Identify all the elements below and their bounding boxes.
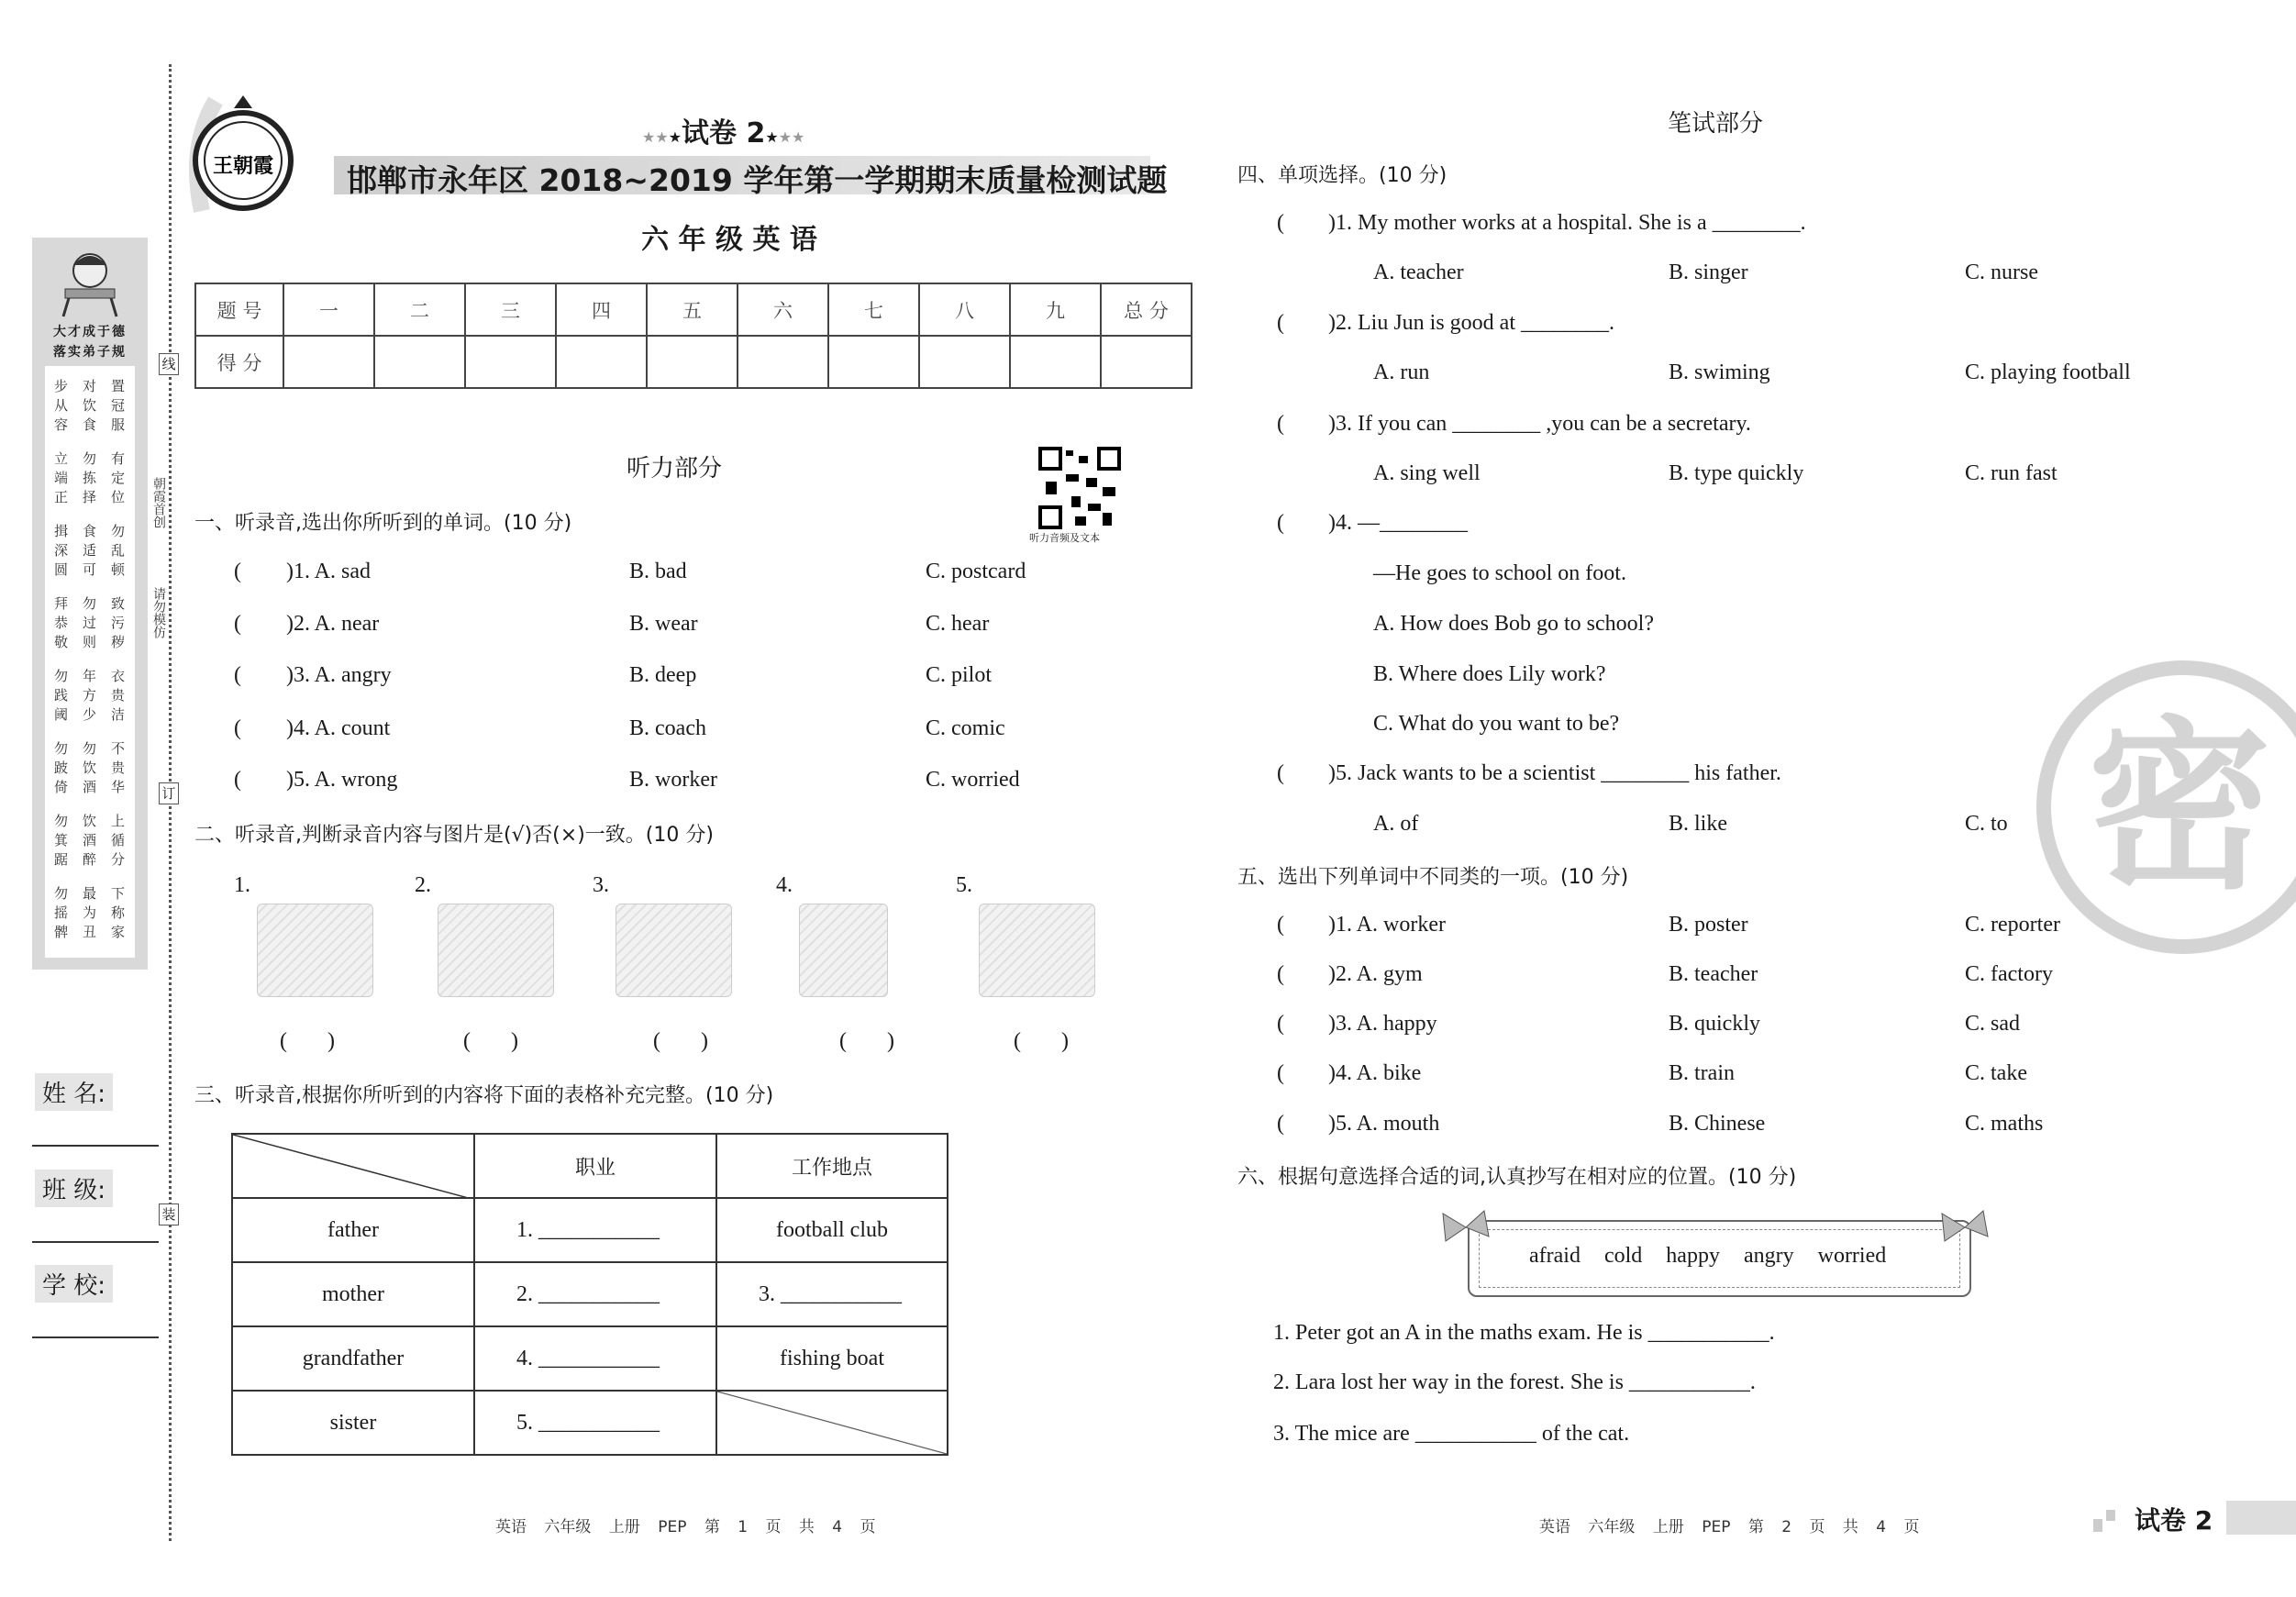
score-header-cell: 七 xyxy=(828,283,919,336)
footer-right: 英语 六年级 上册 PEP 第 2 页 共 4 页 xyxy=(1539,1518,1920,1536)
job-blank[interactable]: 5. ___________ xyxy=(474,1391,716,1455)
picture-number: 4. xyxy=(776,873,793,897)
score-label: 得 分 xyxy=(195,336,283,388)
word-option: happy xyxy=(1666,1244,1720,1268)
option-c: C. reporter xyxy=(1965,913,2060,937)
question-text: A. How does Bob go to school? xyxy=(1373,612,1654,636)
section-5-heading: 五、选出下列单词中不同类的一项。(10 分) xyxy=(1237,866,1629,889)
score-header-cell: 总 分 xyxy=(1101,283,1192,336)
score-input-cell[interactable] xyxy=(738,336,828,388)
question-text: B. Where does Lily work? xyxy=(1373,662,1606,686)
fill-sentence[interactable]: 1. Peter got an A in the maths exam. He is ___________. xyxy=(1273,1321,1775,1345)
option-a: )3. A. happy xyxy=(1328,1012,1437,1036)
judge-paren[interactable]: ( ) xyxy=(463,1029,518,1053)
question-text: )1. My mother works at a hospital. She is a ________. xyxy=(1328,211,1806,235)
score-table xyxy=(194,283,1192,389)
rule-text: 年方少 xyxy=(83,668,97,723)
option-c: C. take xyxy=(1965,1061,2027,1085)
cut-mark: 订 xyxy=(159,782,179,804)
header-place: 工作地点 xyxy=(716,1134,948,1198)
score-input-cell[interactable] xyxy=(1101,336,1192,388)
option-a: A. teacher xyxy=(1373,261,1464,284)
question-text: —He goes to school on foot. xyxy=(1373,561,1626,585)
place-cell: football club xyxy=(716,1198,948,1262)
rule-text: 下称家 xyxy=(111,885,126,940)
word-option: worried xyxy=(1817,1244,1887,1268)
answer-paren[interactable]: ( xyxy=(1277,311,1284,335)
rule-text: 拜恭敬 xyxy=(54,595,69,650)
rule-text: 不贵华 xyxy=(111,740,126,795)
option-c: C. factory xyxy=(1965,962,2053,986)
student-cartoon-icon xyxy=(58,245,122,318)
qr-caption: 听力音频及文本 xyxy=(1029,532,1100,544)
score-header-cell: 一 xyxy=(283,283,374,336)
option-b: B. wear xyxy=(629,612,698,636)
table-row xyxy=(232,1326,948,1391)
taxi-picture xyxy=(799,904,888,997)
picture-number: 2. xyxy=(415,873,431,897)
question-text: )4. —________ xyxy=(1328,511,1468,535)
rules-list xyxy=(45,366,135,958)
vertical-note-2: 请勿模仿 xyxy=(151,587,166,638)
answer-paren[interactable]: ( xyxy=(1277,1112,1284,1136)
option-c: C. comic xyxy=(926,716,1005,740)
rule-text: 食适可 xyxy=(83,523,97,578)
picture-number: 1. xyxy=(234,873,250,897)
score-input-cell[interactable] xyxy=(556,336,647,388)
diagonal-header-cell xyxy=(232,1134,474,1198)
rule-text: 勿乱顿 xyxy=(111,523,126,578)
option-a: )2. A. near xyxy=(286,612,380,636)
rule-text: 致污秽 xyxy=(111,595,126,650)
option-b: B. Chinese xyxy=(1669,1112,1766,1136)
score-input-cell[interactable] xyxy=(374,336,465,388)
landscape-with-person-picture xyxy=(257,904,373,997)
rule-text: 饮酒醉 xyxy=(83,813,97,868)
person-cell: sister xyxy=(232,1391,474,1455)
answer-paren[interactable]: ( xyxy=(1277,962,1284,986)
score-header-cell: 三 xyxy=(465,283,556,336)
title-banner xyxy=(334,156,1168,198)
score-input-cell[interactable] xyxy=(465,336,556,388)
section-3-heading: 三、听录音,根据你所听到的内容将下面的表格补充完整。(10 分) xyxy=(194,1084,774,1107)
exam-subtitle: 六 年 级 英 语 xyxy=(641,224,817,256)
picture-number: 3. xyxy=(593,873,609,897)
fill-sentence[interactable]: 3. The mice are ___________ of the cat. xyxy=(1273,1422,1630,1446)
option-a: A. of xyxy=(1373,812,1419,836)
score-input-cell[interactable] xyxy=(647,336,738,388)
postman-picture xyxy=(438,904,554,997)
judge-paren[interactable]: ( ) xyxy=(280,1029,335,1053)
option-b: B. deep xyxy=(629,663,697,687)
place-cell: fishing boat xyxy=(716,1326,948,1391)
option-b: B. quickly xyxy=(1669,1012,1760,1036)
writing-title: 笔试部分 xyxy=(1667,110,1763,138)
fill-sentence[interactable]: 2. Lara lost her way in the forest. She is ___________. xyxy=(1273,1370,1756,1394)
paper-tab: 试卷 2 xyxy=(2093,1501,2296,1535)
answer-paren[interactable]: ( xyxy=(234,768,241,792)
option-a: )4. A. count xyxy=(286,716,391,740)
person-cell: father xyxy=(232,1198,474,1262)
option-a: )5. A. mouth xyxy=(1328,1112,1440,1136)
judge-paren[interactable]: ( ) xyxy=(839,1029,894,1053)
motto-line-2: 落实弟子规 xyxy=(53,346,127,360)
option-b: B. coach xyxy=(629,716,706,740)
option-c: C. hear xyxy=(926,612,990,636)
table-row xyxy=(232,1198,948,1262)
word-bank xyxy=(1468,1220,1971,1297)
answer-paren[interactable]: ( xyxy=(234,612,241,636)
rule-text: 立端正 xyxy=(54,450,69,505)
score-input-cell[interactable] xyxy=(828,336,919,388)
judge-paren[interactable]: ( ) xyxy=(1014,1029,1069,1053)
exam-title: 邯郸市永年区 2018~2019 学年第一学期期末质量检测试题 xyxy=(347,162,1168,198)
answer-paren[interactable]: ( xyxy=(1277,761,1284,785)
option-b: B. train xyxy=(1669,1061,1735,1085)
info-field-input[interactable] xyxy=(32,1241,159,1243)
judge-paren[interactable]: ( ) xyxy=(653,1029,708,1053)
footer-left: 英语 六年级 上册 PEP 第 1 页 共 4 页 xyxy=(495,1518,876,1536)
qr-code-icon[interactable] xyxy=(1038,447,1121,529)
rule-text: 揖深圆 xyxy=(54,523,69,578)
answer-paren[interactable]: ( xyxy=(234,663,241,687)
job-blank[interactable]: 1. ___________ xyxy=(474,1198,716,1262)
answer-paren[interactable]: ( xyxy=(1277,211,1284,235)
info-field-input[interactable] xyxy=(32,1336,159,1338)
question-text: )2. Liu Jun is good at ________. xyxy=(1328,311,1614,335)
option-b: B. poster xyxy=(1669,913,1748,937)
option-b: B. like xyxy=(1669,812,1727,836)
question-text: C. What do you want to be? xyxy=(1373,712,1620,736)
option-a: )1. A. sad xyxy=(286,560,371,583)
rule-text: 衣贵洁 xyxy=(111,668,126,723)
option-b: B. worker xyxy=(629,768,717,792)
job-blank[interactable]: 4. ___________ xyxy=(474,1326,716,1391)
question-text: )5. Jack wants to be a scientist ________ his father. xyxy=(1328,761,1781,785)
bow-left-icon xyxy=(1438,1209,1493,1255)
answer-paren[interactable]: ( xyxy=(1277,511,1284,535)
answer-paren[interactable]: ( xyxy=(1277,1061,1284,1085)
logo-text: 王朝霞 xyxy=(212,154,274,178)
section-2-heading: 二、听录音,判断录音内容与图片是(√)否(×)一致。(10 分) xyxy=(194,824,714,847)
bow-right-icon xyxy=(1937,1209,1992,1255)
person-cell: grandfather xyxy=(232,1326,474,1391)
score-input-cell[interactable] xyxy=(919,336,1010,388)
rule-text: 勿过则 xyxy=(83,595,97,650)
rule-text: 置冠服 xyxy=(111,378,126,433)
option-b: B. bad xyxy=(629,560,687,583)
option-b: B. type quickly xyxy=(1669,461,1804,485)
score-input-cell[interactable] xyxy=(283,336,374,388)
option-b: B. swiming xyxy=(1669,360,1770,384)
job-table xyxy=(231,1133,948,1456)
option-a: )4. A. bike xyxy=(1328,1061,1422,1085)
place-cell[interactable]: 3. ___________ xyxy=(716,1262,948,1326)
info-field-label: 班 级: xyxy=(35,1170,113,1207)
diagonal-empty-cell xyxy=(716,1391,948,1455)
sidebar-rules-panel xyxy=(32,238,148,970)
score-header-cell: 六 xyxy=(738,283,828,336)
answer-paren[interactable]: ( xyxy=(1277,1012,1284,1036)
rule-text: 有定位 xyxy=(111,450,126,505)
score-header-cell: 八 xyxy=(919,283,1010,336)
option-b: B. singer xyxy=(1669,261,1748,284)
info-field-input[interactable] xyxy=(32,1145,159,1147)
rule-text: 勿箕踞 xyxy=(54,813,69,868)
option-c: C. sad xyxy=(1965,1012,2020,1036)
score-input-cell[interactable] xyxy=(1010,336,1101,388)
info-field-label: 学 校: xyxy=(35,1265,113,1303)
brand-logo xyxy=(179,92,307,220)
listening-title: 听力部分 xyxy=(626,455,722,482)
rule-text: 勿践阈 xyxy=(54,668,69,723)
rule-text: 步从容 xyxy=(54,378,69,433)
score-header-cell: 四 xyxy=(556,283,647,336)
option-b: B. teacher xyxy=(1669,962,1758,986)
answer-paren[interactable]: ( xyxy=(1277,412,1284,436)
confidential-watermark: 密 xyxy=(2036,660,2296,954)
person-cell: mother xyxy=(232,1262,474,1326)
table-row xyxy=(232,1391,948,1455)
option-a: )2. A. gym xyxy=(1328,962,1423,986)
cut-mark: 线 xyxy=(159,353,179,375)
paper-label: ★★★试卷 2★★★ xyxy=(642,117,805,150)
option-c: C. pilot xyxy=(926,663,993,687)
option-c: C. worried xyxy=(926,768,1020,792)
rule-text: 上循分 xyxy=(111,813,126,868)
option-c: C. postcard xyxy=(926,560,1026,583)
motto-line-1: 大才成于德 xyxy=(53,326,127,339)
option-a: A. sing well xyxy=(1373,461,1481,485)
score-header-cell: 九 xyxy=(1010,283,1101,336)
cut-mark: 装 xyxy=(159,1203,179,1225)
option-c: C. maths xyxy=(1965,1112,2044,1136)
doctor-picture xyxy=(616,904,732,997)
answer-paren[interactable]: ( xyxy=(234,560,241,583)
rule-text: 勿饮酒 xyxy=(83,740,97,795)
word-option: cold xyxy=(1603,1244,1643,1268)
vertical-note-1: 朝霞首创 xyxy=(151,477,166,528)
option-a: )5. A. wrong xyxy=(286,768,398,792)
section-4-heading: 四、单项选择。(10 分) xyxy=(1237,164,1447,187)
option-a: )1. A. worker xyxy=(1328,913,1446,937)
answer-paren[interactable]: ( xyxy=(234,716,241,740)
header-job: 职业 xyxy=(474,1134,716,1198)
picture-number: 5. xyxy=(956,873,972,897)
score-header-cell: 五 xyxy=(647,283,738,336)
section-6-heading: 六、根据句意选择合适的词,认真抄写在相对应的位置。(10 分) xyxy=(1237,1166,1797,1189)
option-c: C. run fast xyxy=(1965,461,2058,485)
score-header-cell: 题 号 xyxy=(195,283,283,336)
score-header-cell: 二 xyxy=(374,283,465,336)
family-picture xyxy=(979,904,1095,997)
rule-text: 勿摇髀 xyxy=(54,885,69,940)
option-a: A. run xyxy=(1373,360,1430,384)
option-a: )3. A. angry xyxy=(286,663,392,687)
option-c: C. to xyxy=(1965,812,2008,836)
table-row xyxy=(232,1262,948,1326)
option-c: C. nurse xyxy=(1965,261,2038,284)
word-option: angry xyxy=(1743,1244,1794,1268)
rule-text: 最为丑 xyxy=(83,885,97,940)
rule-text: 勿跛倚 xyxy=(54,740,69,795)
answer-paren[interactable]: ( xyxy=(1277,913,1284,937)
question-text: )3. If you can ________ ,you can be a secretary. xyxy=(1328,412,1751,436)
word-option: afraid xyxy=(1529,1244,1581,1268)
rule-text: 对饮食 xyxy=(83,378,97,433)
rule-text: 勿拣择 xyxy=(83,450,97,505)
info-field-label: 姓 名: xyxy=(35,1073,113,1111)
option-c: C. playing football xyxy=(1965,360,2131,384)
section-1-heading: 一、听录音,选出你所听到的单词。(10 分) xyxy=(194,512,572,535)
job-blank[interactable]: 2. ___________ xyxy=(474,1262,716,1326)
